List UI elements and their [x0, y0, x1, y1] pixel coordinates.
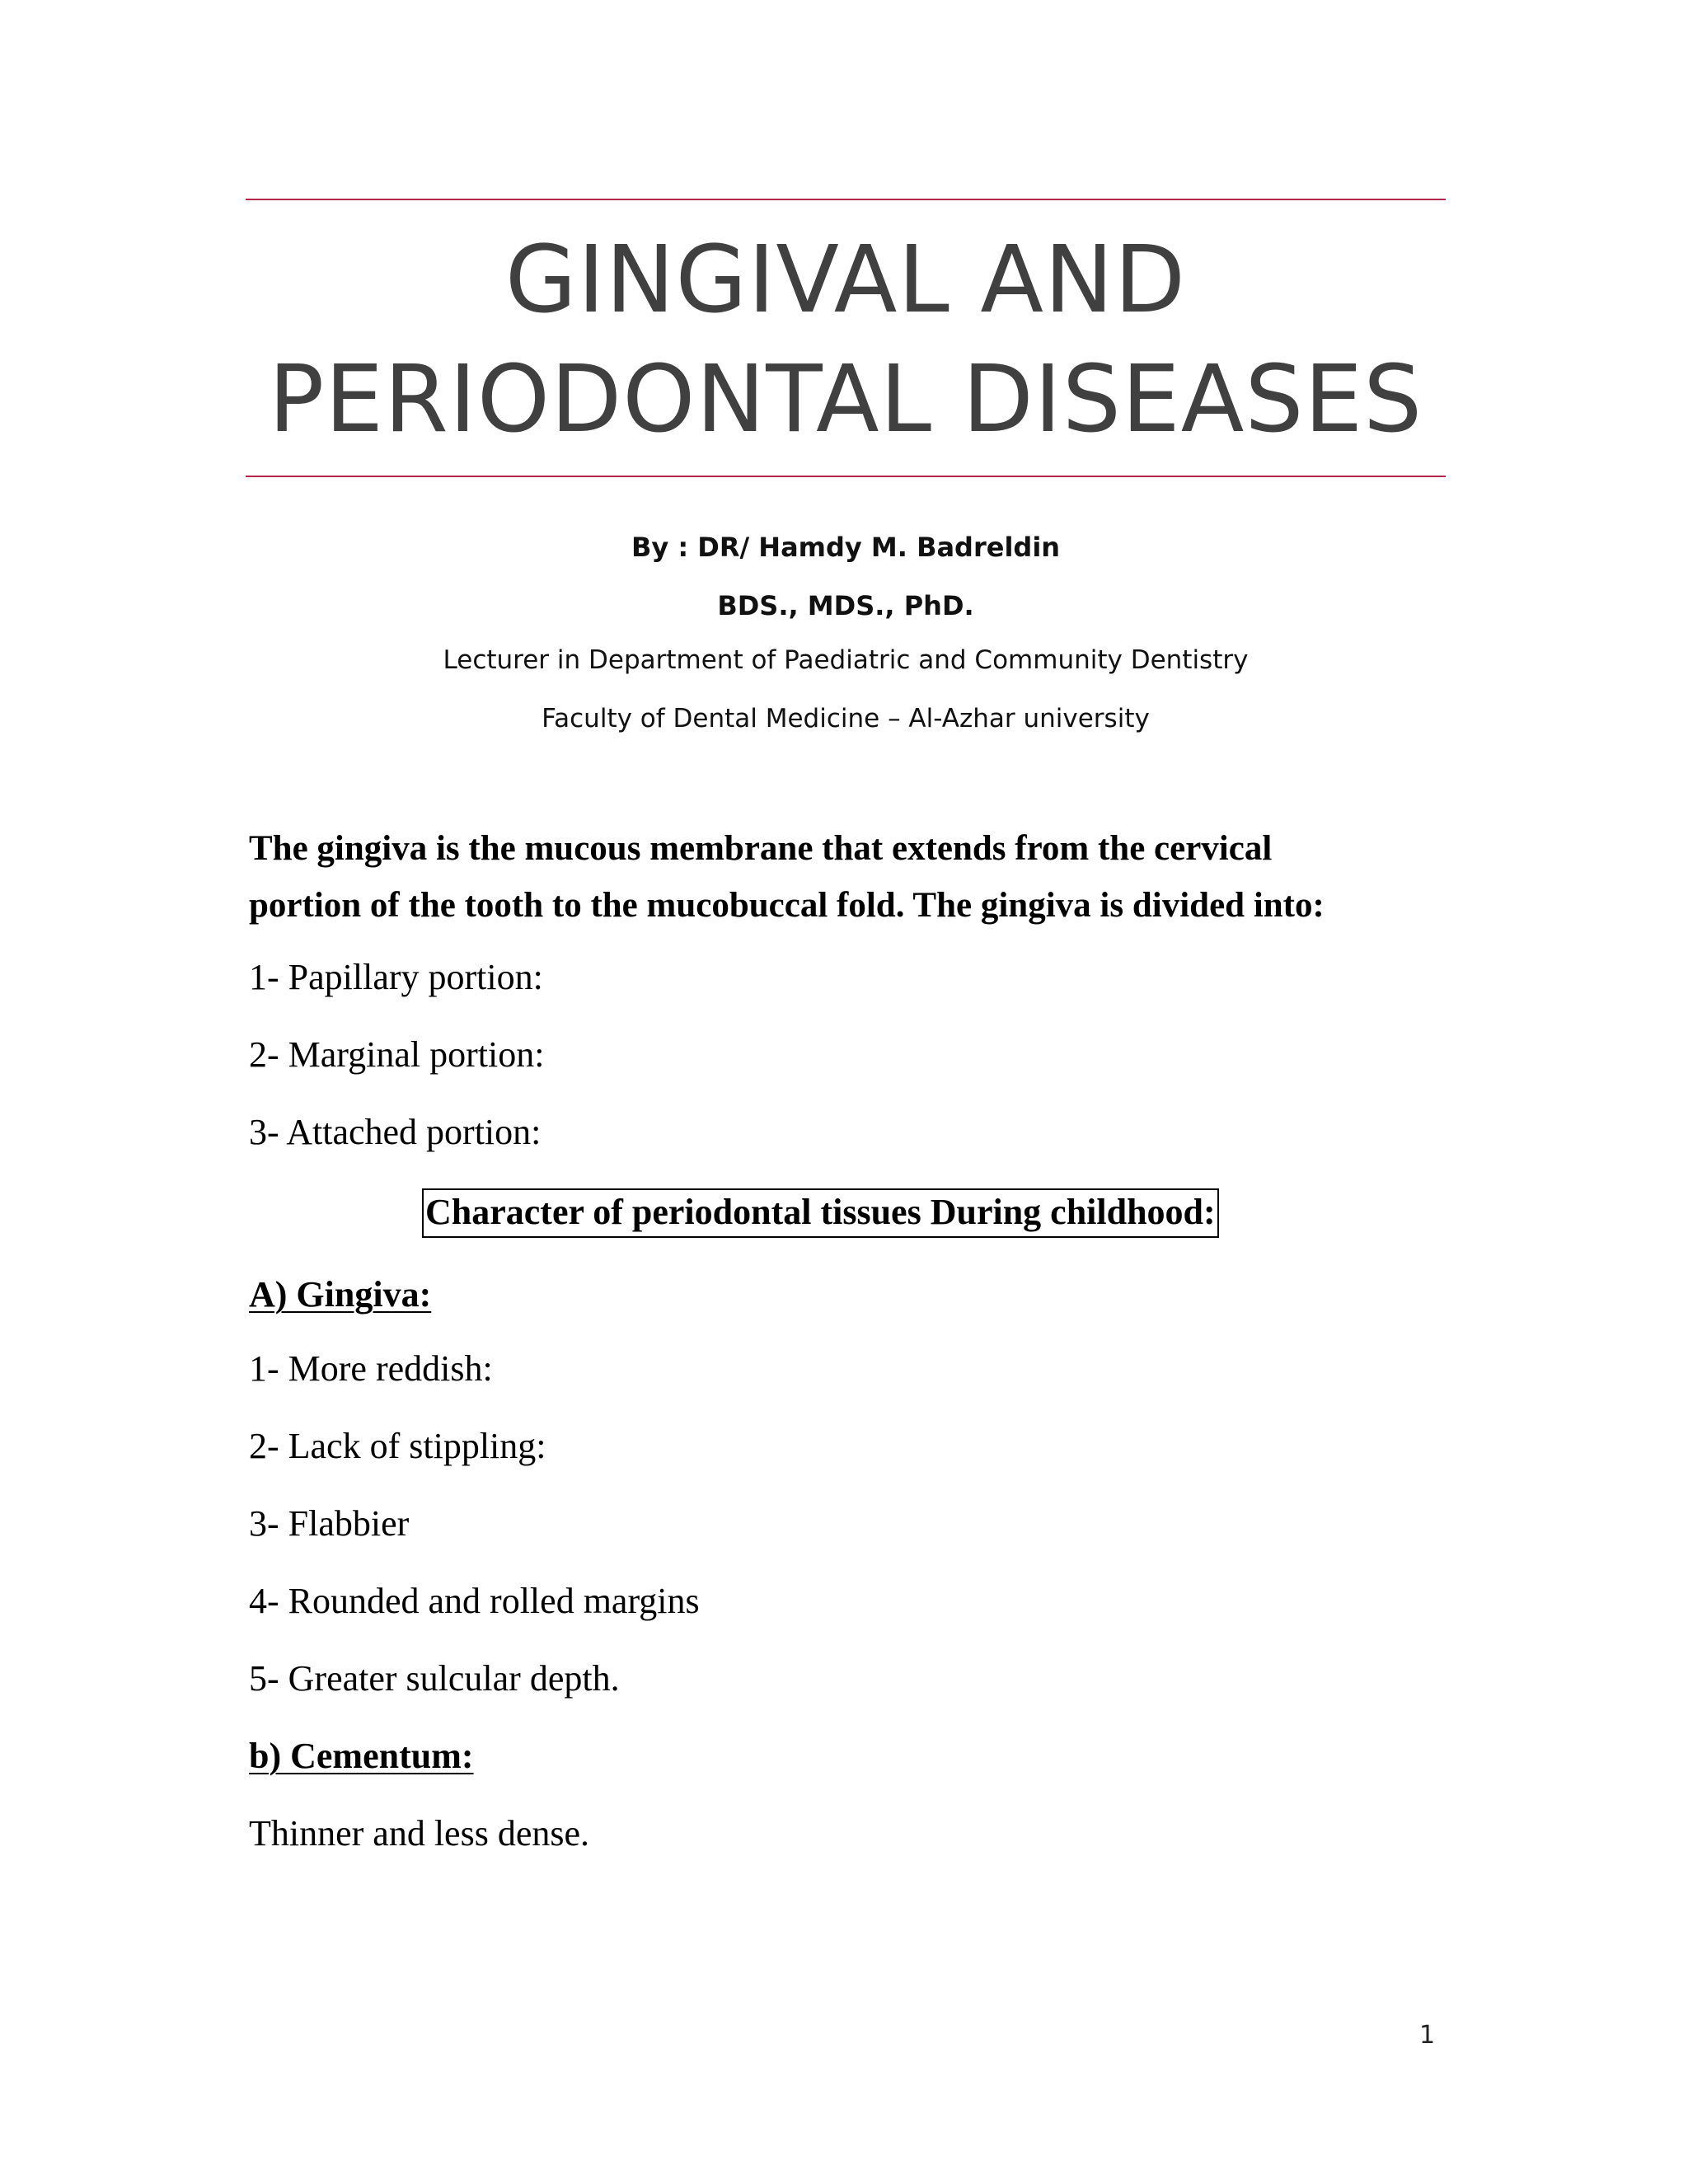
gingiva-item: 4- Rounded and rolled margins	[249, 1581, 700, 1621]
portion-item: 3- Attached portion:	[249, 1112, 542, 1152]
childhood-section-heading: Character of periodontal tissues During childhood:	[422, 1188, 1219, 1238]
title-line-1: GINGIVAL AND	[504, 227, 1187, 334]
degrees-line: BDS., MDS., PhD.	[717, 590, 974, 621]
title-top-rule	[246, 199, 1446, 200]
page-number: 1	[1419, 2021, 1436, 2050]
intro-paragraph	[249, 820, 1325, 934]
gingiva-item: 5- Greater sulcular depth.	[249, 1658, 620, 1699]
intro-line-1: The gingiva is the mucous membrane that extends from the cervical	[249, 829, 1273, 868]
page-title	[246, 221, 1446, 460]
author-line: By : DR/ Hamdy M. Badreldin	[631, 532, 1061, 563]
cementum-text: Thinner and less dense.	[249, 1813, 589, 1854]
portion-item: 2- Marginal portion:	[249, 1034, 545, 1075]
gingiva-item: 1- More reddish:	[249, 1348, 493, 1389]
faculty-line: Faculty of Dental Medicine – Al-Azhar university	[542, 704, 1150, 733]
gingiva-item: 3- Flabbier	[249, 1503, 410, 1544]
position-line: Lecturer in Department of Paediatric and Community Dentistry	[443, 645, 1249, 675]
portion-item: 1- Papillary portion:	[249, 957, 543, 997]
title-bottom-rule	[246, 476, 1446, 477]
intro-line-2: portion of the tooth to the mucobuccal fold. The gingiva is divided into:	[249, 886, 1325, 925]
cementum-heading: b) Cementum:	[249, 1736, 474, 1776]
gingiva-heading: A) Gingiva:	[249, 1274, 432, 1315]
title-line-2: PERIODONTAL DISEASES	[268, 346, 1423, 453]
gingiva-item: 2- Lack of stippling:	[249, 1426, 546, 1466]
